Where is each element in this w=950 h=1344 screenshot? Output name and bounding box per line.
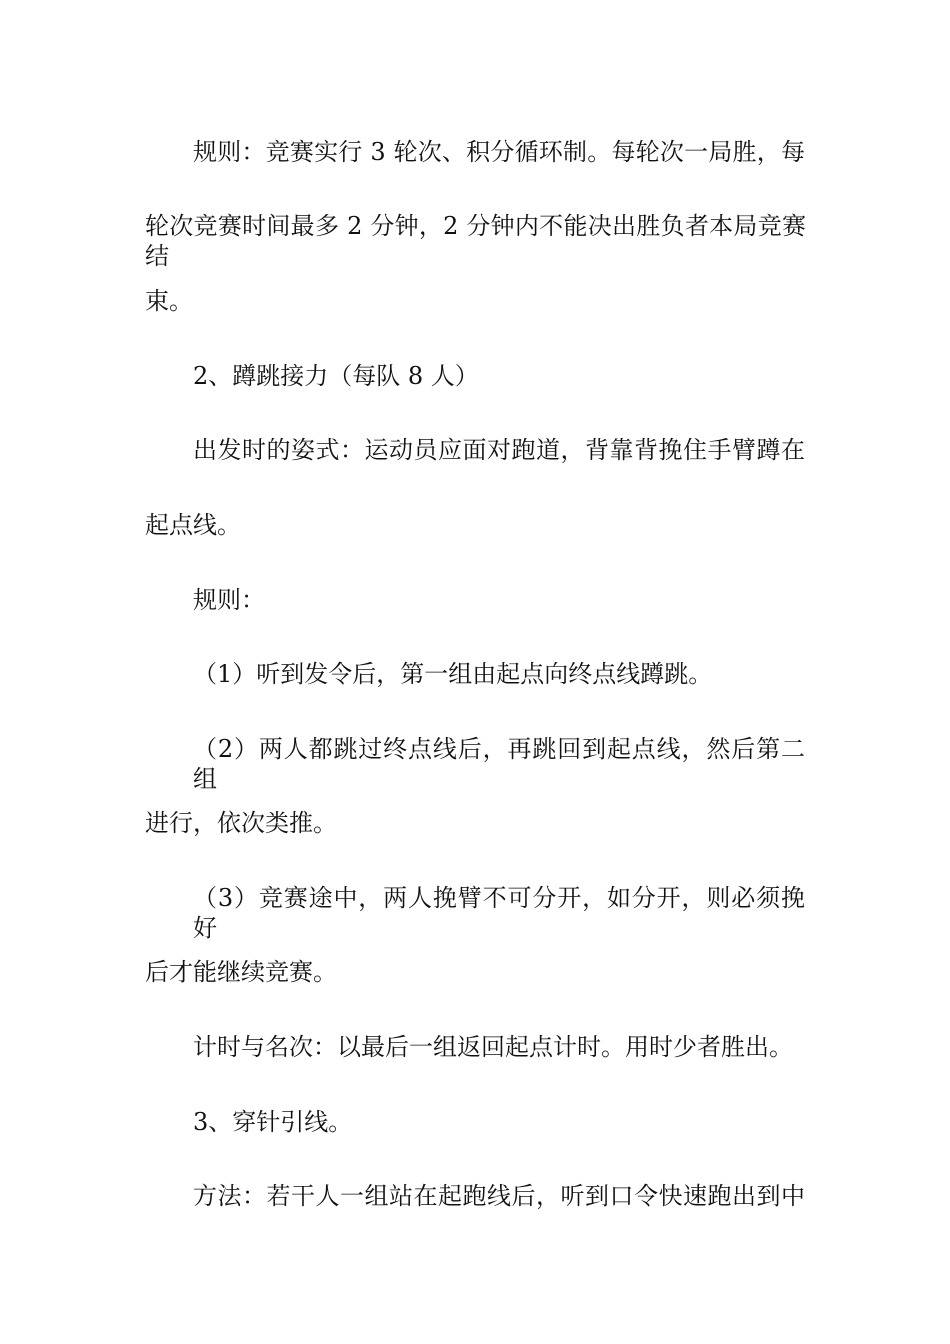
paragraph-line: 方法：若干人一组站在起跑线后，听到口令快速跑出到中 [193,1182,805,1210]
paragraph-line: 束。 [145,287,193,315]
list-item: （1）听到发令后，第一组由起点向终点线蹲跳。 [193,660,713,688]
section-heading: 3、穿针引线。 [193,1108,353,1136]
list-item: （2）两人都跳过终点线后，再跳回到起点线，然后第二组 [193,735,805,793]
list-item: （3）竞赛途中，两人挽臂不可分开，如分开，则必须挽好 [193,884,805,942]
paragraph-line: 进行，依次类推。 [145,809,337,837]
paragraph-line: 轮次竞赛时间最多 2 分钟，2 分钟内不能决出胜负者本局竞赛结 [145,212,806,270]
section-heading: 2、蹲跳接力（每队 8 人） [193,362,479,390]
paragraph-line: 出发时的姿式：运动员应面对跑道，背靠背挽住手臂蹲在 [193,436,805,464]
paragraph-line: 起点线。 [145,511,241,539]
paragraph-line: 规则： [193,586,265,614]
paragraph-line: 后才能继续竞赛。 [145,958,337,986]
paragraph-line: 计时与名次：以最后一组返回起点计时。用时少者胜出。 [193,1033,793,1061]
paragraph-line: 规则：竞赛实行 3 轮次、积分循环制。每轮次一局胜，每 [193,138,805,166]
